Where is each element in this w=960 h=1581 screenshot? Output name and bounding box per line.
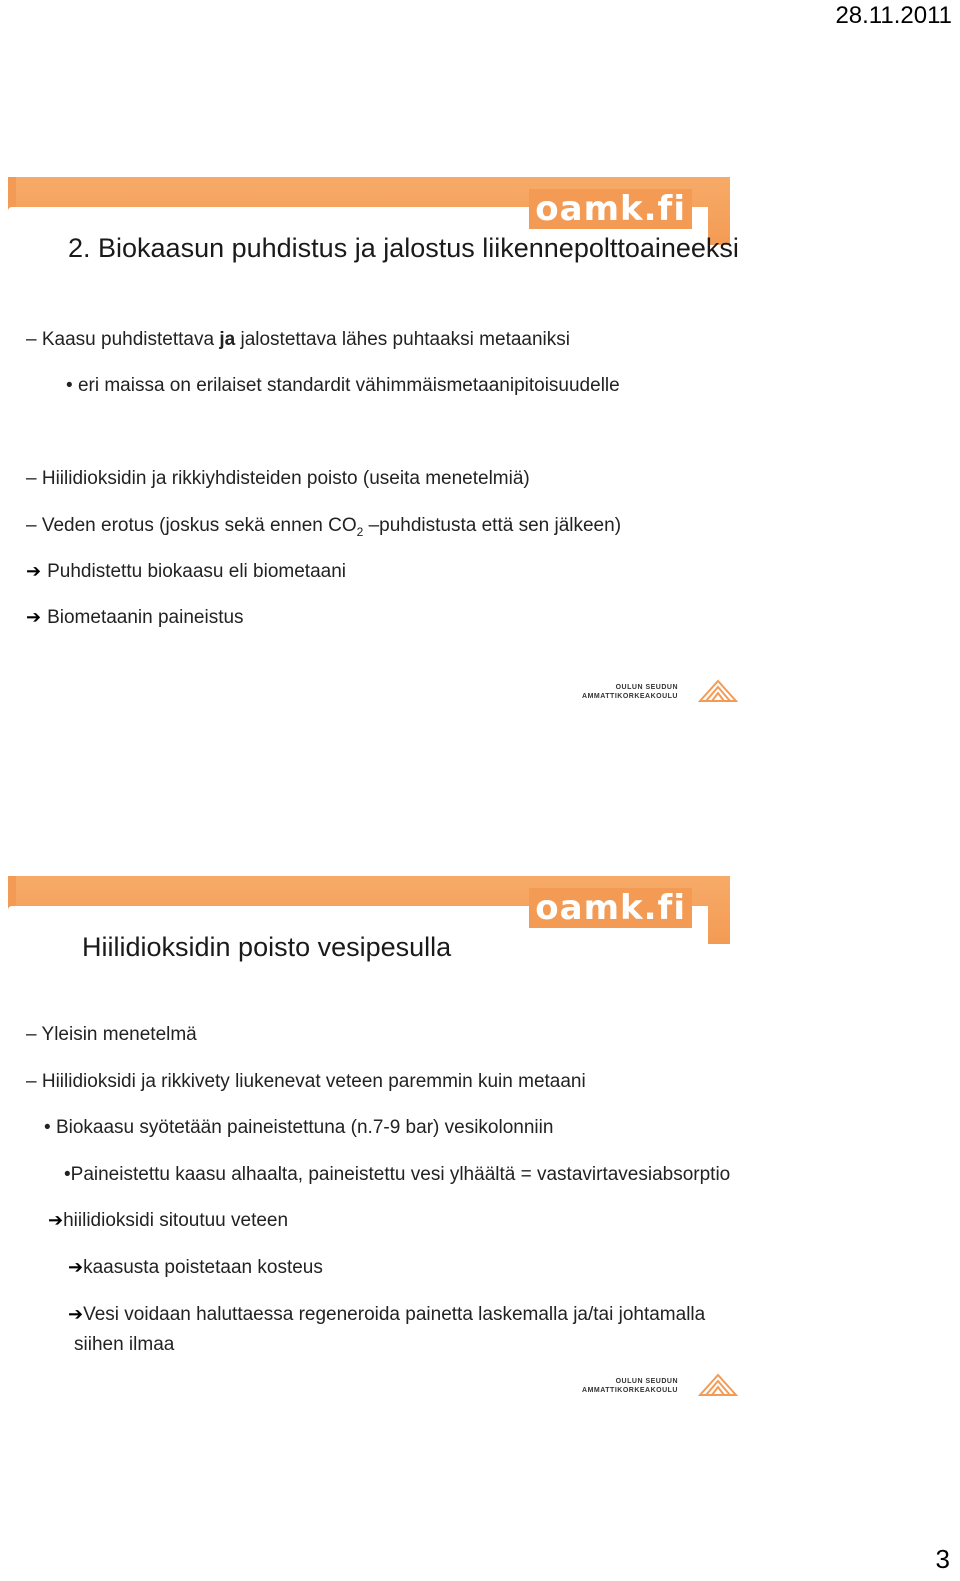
brand-logo-oamk: oamk.fi	[529, 888, 692, 928]
bullet-line: • Biokaasu syötetään paineistettuna (n.7-9 bar) vesikolonniin	[44, 1117, 554, 1138]
school-emblem-icon	[698, 677, 738, 705]
arrow-right-icon: ➔	[68, 1257, 84, 1277]
bullet-line-continued: siihen ilmaa	[74, 1334, 175, 1355]
print-date: 28.11.2011	[835, 2, 952, 29]
slide-title: 2. Biokaasun puhdistus ja jalostus liikennepolttoaineeksi	[68, 233, 739, 263]
slide-1	[8, 177, 738, 722]
school-emblem-icon	[698, 1371, 738, 1399]
bullet-line: • eri maissa on erilaiset standardit vähimmäismetaanipitoisuudelle	[66, 375, 620, 396]
bullet-line: ➔Vesi voidaan haluttaessa regeneroida painetta laskemalla ja/tai johtamalla	[68, 1304, 706, 1325]
page-number: 3	[935, 1544, 950, 1574]
bullet-line: – Hiilidioksidi ja rikkivety liukenevat veteen paremmin kuin metaani	[26, 1071, 586, 1092]
arrow-right-icon: ➔	[26, 607, 42, 627]
bullet-line: •Paineistettu kaasu alhaalta, paineistettu vesi ylhäältä = vastavirtavesiabsorptio	[64, 1164, 731, 1185]
arrow-right-icon: ➔	[48, 1210, 64, 1230]
brand-logo-oamk: oamk.fi	[529, 189, 692, 229]
bullet-line: – Veden erotus (joskus sekä ennen $CO_2$ –puhdistusta että sen jälkeen)	[26, 515, 622, 539]
bullet-line: – Hiilidioksidin ja rikkiyhdisteiden poisto (useita menetelmiä)	[26, 468, 530, 489]
footer-logo: OULUN SEUDUN AMMATTIKORKEAKOULU	[578, 677, 738, 707]
footer-logo: OULUN SEUDUN AMMATTIKORKEAKOULU	[578, 1371, 738, 1401]
bullet-line: ➔hiilidioksidi sitoutuu veteen	[48, 1210, 289, 1231]
arrow-right-icon: ➔	[26, 561, 42, 581]
slide-title: Hiilidioksidin poisto vesipesulla	[82, 932, 452, 962]
bullet-line: ➔ Biometaanin paineistus	[26, 607, 244, 628]
bullet-line: – Kaasu puhdistettava ja jalostettava lähes puhtaaksi metaaniksi	[26, 329, 570, 350]
bullet-line: – Yleisin menetelmä	[26, 1024, 197, 1045]
slide-2	[8, 876, 738, 1421]
bullet-line: ➔ Puhdistettu biokaasu eli biometaani	[26, 561, 347, 582]
arrow-right-icon: ➔	[68, 1304, 84, 1324]
bullet-line: ➔kaasusta poistetaan kosteus	[68, 1257, 323, 1278]
